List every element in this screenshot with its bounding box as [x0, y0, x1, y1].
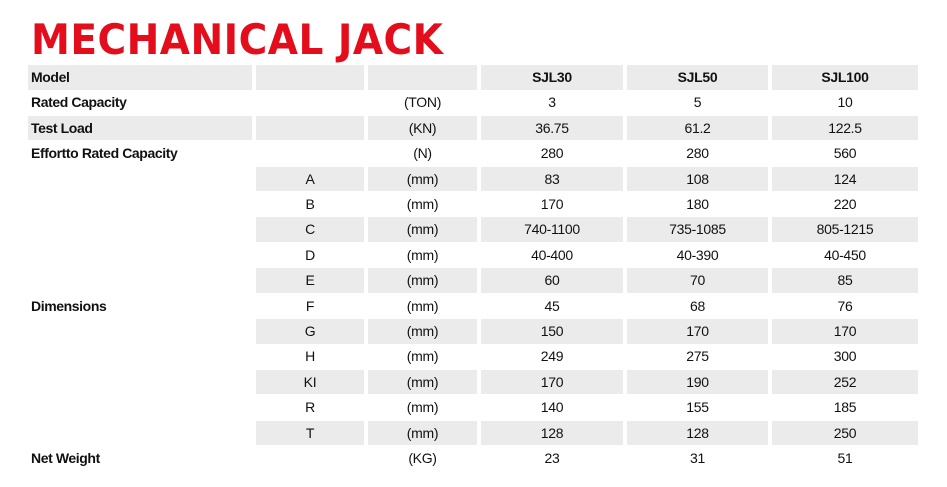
value-sjl50: 170 [686, 323, 709, 339]
value-sjl30: 60 [544, 272, 560, 289]
spec-table [28, 65, 918, 471]
value-sjl100: 805-1215 [816, 221, 874, 238]
value-sjl100: 220 [833, 196, 857, 212]
value-sjl100: 170 [833, 323, 857, 339]
row-unit: (mm) [406, 323, 439, 339]
value-sjl30: 3 [548, 94, 556, 111]
value-sjl30: 36.75 [535, 119, 569, 136]
row-sub-label: F [305, 297, 315, 314]
row-unit: (mm) [406, 373, 439, 390]
value-sjl100: 250 [833, 424, 857, 441]
row-unit: (mm) [406, 272, 439, 289]
value-sjl100: 76 [837, 297, 853, 314]
value-sjl50: 5 [693, 94, 702, 111]
model-header-sjl30: SJL30 [532, 69, 572, 85]
row-unit: (KN) [408, 119, 437, 136]
value-sjl50: 275 [686, 348, 709, 365]
value-sjl50: 155 [686, 399, 709, 416]
row-label: Dimensions [31, 297, 107, 314]
row-sub-label: T [305, 424, 315, 441]
row-unit: (TON) [403, 94, 442, 111]
value-sjl30: 249 [540, 348, 564, 365]
value-sjl30: 150 [540, 323, 564, 339]
row-label: Rated Capacity [31, 94, 127, 111]
row-sub-label: KI [303, 373, 317, 390]
value-sjl50: 70 [690, 272, 705, 289]
value-sjl100: 122.5 [828, 119, 862, 136]
row-sub-label: R [305, 399, 315, 416]
value-sjl50: 190 [686, 373, 709, 390]
value-sjl50: 180 [686, 196, 709, 212]
row-unit: (mm) [406, 246, 439, 263]
row-sub-label: D [305, 246, 315, 263]
value-sjl100: 51 [837, 450, 853, 466]
value-sjl50: 40-390 [676, 246, 719, 263]
value-sjl30: 140 [540, 399, 564, 416]
row-unit: (mm) [406, 170, 439, 187]
value-sjl100: 252 [833, 373, 857, 390]
value-sjl50: 68 [690, 297, 705, 314]
value-sjl100: 185 [833, 399, 857, 416]
value-sjl50: 108 [686, 170, 709, 187]
value-sjl100: 300 [833, 348, 857, 365]
value-sjl30: 128 [540, 424, 564, 441]
row-sub-label [256, 141, 364, 166]
row-sub-label: A [305, 170, 315, 187]
row-sub-label: C [305, 221, 315, 238]
model-header-sjl100: SJL100 [821, 69, 869, 85]
row-sub-label [256, 116, 364, 141]
value-sjl50: 735-1085 [669, 221, 726, 238]
value-sjl100: 10 [837, 94, 853, 111]
row-unit: (mm) [406, 424, 439, 441]
row-label: Effortto Rated Capacity [31, 145, 178, 162]
row-sub-label: G [304, 323, 316, 339]
value-sjl30: 40-400 [531, 246, 573, 263]
row-unit: (N) [413, 145, 432, 162]
value-sjl30: 280 [540, 145, 564, 162]
value-sjl100: 560 [833, 145, 857, 162]
row-unit: (mm) [406, 348, 439, 365]
row-sub-label [256, 446, 364, 471]
value-sjl100: 85 [837, 272, 853, 289]
model-header-sjl50: SJL50 [677, 69, 718, 85]
row-unit: (mm) [406, 196, 439, 212]
value-sjl100: 40-450 [824, 246, 866, 263]
row-sub-label [256, 90, 364, 115]
value-sjl50: 128 [686, 424, 709, 441]
value-sjl30: 170 [540, 373, 564, 390]
value-sjl50: 61.2 [684, 119, 711, 136]
value-sjl50: 280 [686, 145, 709, 162]
row-sub-label: E [305, 272, 315, 289]
value-sjl100: 124 [833, 170, 857, 187]
row-sub-label: H [305, 348, 315, 365]
row-unit: (mm) [406, 297, 439, 314]
row-unit: (mm) [406, 399, 439, 416]
row-label: Net Weight [31, 450, 100, 466]
value-sjl30: 740-1100 [524, 221, 580, 238]
page-title: MECHANICAL JACK [31, 15, 444, 64]
value-sjl50: 31 [690, 450, 705, 466]
row-unit: (mm) [406, 221, 439, 238]
model-header-label: Model [31, 69, 70, 85]
row-label: Test Load [31, 119, 93, 136]
value-sjl30: 23 [544, 450, 560, 466]
row-sub-label: B [305, 196, 315, 212]
value-sjl30: 45 [544, 297, 560, 314]
value-sjl30: 83 [544, 170, 560, 187]
value-sjl30: 170 [540, 196, 564, 212]
row-unit: (KG) [408, 450, 437, 466]
